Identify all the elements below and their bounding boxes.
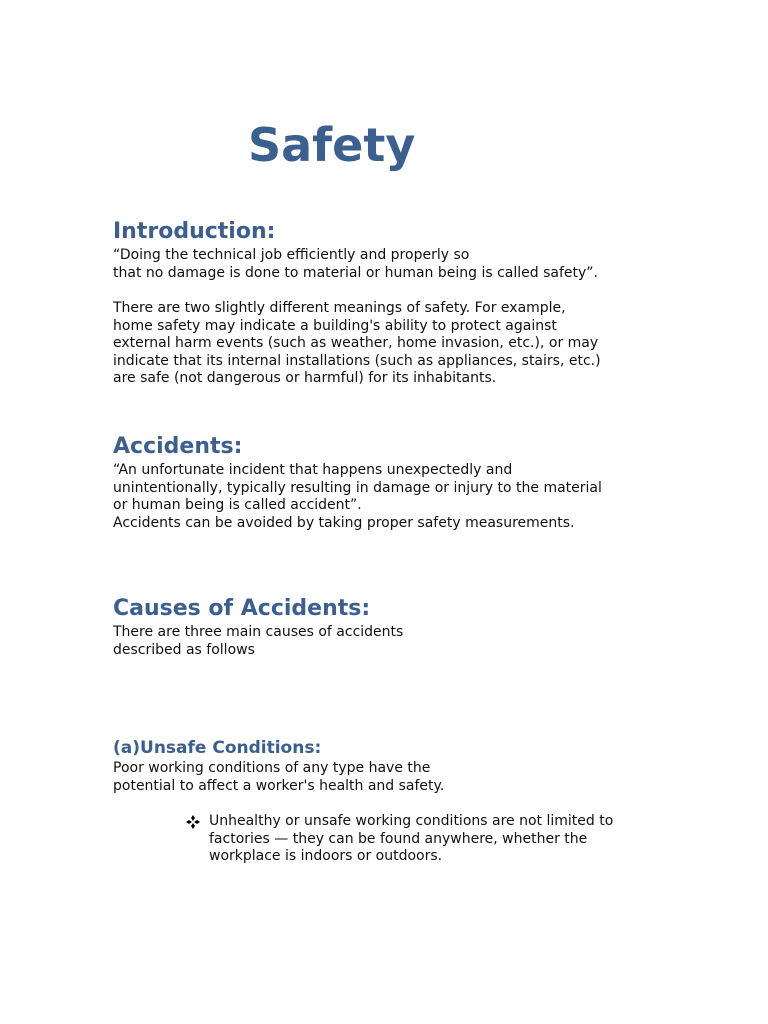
accidents-definition: “An unfortunate incident that happens unexpectedly and unintentionally, typically resulting in damage or injury to the material or human being is called accident”. Accidents can be avoided by taking proper safety measurements.	[113, 462, 602, 531]
document-title: Safety	[248, 118, 416, 172]
diamond-bullet-icon	[186, 815, 200, 829]
list-item	[186, 813, 666, 866]
causes-heading: Causes of Accidents:	[113, 596, 371, 621]
introduction-paragraph: There are two slightly different meanings of safety. For example, home safety may indicate a building's ability to protect against external harm events (such as weather, home invasion, etc.), or may indicate that its internal installations (such as appliances, stairs, etc.) are safe (not dangerous or harmful) for its inhabitants.	[113, 300, 601, 386]
introduction-definition: “Doing the technical job efficiently and properly so that no damage is done to material or human being is called safety”.	[113, 247, 599, 281]
causes-intro: There are three main causes of accidents described as follows	[113, 624, 404, 658]
accidents-heading: Accidents:	[113, 434, 243, 459]
bullet-text: Unhealthy or unsafe working conditions are not limited to factories — they can be found anywhere, whether the workplace is indoors or outdoors.	[209, 813, 614, 864]
unsafe-conditions-intro: Poor working conditions of any type have the potential to affect a worker's health and safety.	[113, 760, 445, 794]
introduction-heading: Introduction:	[113, 219, 276, 244]
unsafe-conditions-heading: (a)Unsafe Conditions:	[113, 738, 322, 758]
